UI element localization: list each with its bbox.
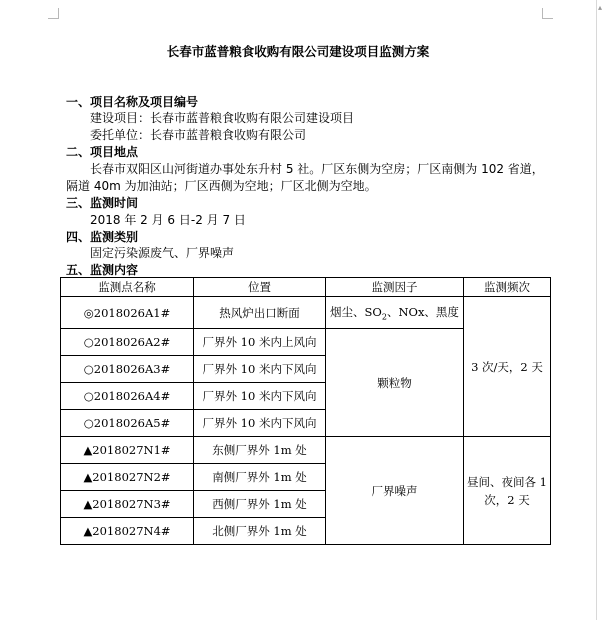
point-cell: ○2018026A5#: [61, 410, 194, 437]
monitoring-time-line: 2018 年 2 月 6 日-2 月 7 日: [90, 213, 246, 227]
document-title: 长春市蓝普粮食收购有限公司建设项目监测方案: [166, 44, 430, 59]
scroll-up-icon[interactable]: ▴: [598, 3, 603, 12]
factor-cell-flue-gas: [326, 297, 464, 329]
header-location: 位置: [194, 278, 326, 297]
section-2-heading: 二、项目地点: [66, 145, 139, 159]
factor-prefix: 烟尘、SO: [330, 304, 382, 319]
point-cell: ▲2018027N1#: [61, 437, 194, 464]
section-3-heading: 三、监测时间: [66, 196, 139, 210]
factor-suffix: 、NOx、黑度: [386, 304, 459, 319]
client-line: 委托单位：长春市蓝普粮食收购有限公司: [90, 128, 307, 142]
point-cell: ▲2018027N4#: [61, 518, 194, 545]
header-point-name: 监测点名称: [61, 278, 194, 297]
location-cell: 厂界外 10 米内下风向: [194, 383, 326, 410]
location-cell: 热风炉出口断面: [194, 297, 326, 329]
frequency-cell-noise: 昼间、夜间各 1 次，2 天: [464, 437, 551, 545]
table-row: [61, 297, 551, 329]
location-cell: 厂界外 10 米内上风向: [194, 329, 326, 356]
monitoring-category-line: 固定污染源废气、厂界噪声: [90, 246, 235, 260]
table-row: [61, 437, 551, 464]
monitoring-table: [60, 277, 551, 545]
header-factor: 监测因子: [326, 278, 464, 297]
location-cell: 北侧厂界外 1m 处: [194, 518, 326, 545]
location-cell: 南侧厂界外 1m 处: [194, 464, 326, 491]
project-name-line: 建设项目：长春市蓝普粮食收购有限公司建设项目: [90, 111, 355, 125]
point-cell: ▲2018027N2#: [61, 464, 194, 491]
location-cell: 西侧厂界外 1m 处: [194, 491, 326, 518]
window-right-edge: [596, 0, 597, 620]
page-corner-mark-left: [48, 8, 59, 19]
location-line-1: 长春市双阳区山河街道办事处东升村 5 社。厂区东侧为空房；厂区南侧为 102 省道，: [90, 162, 544, 176]
section-5-heading: 五、监测内容: [66, 263, 139, 277]
location-cell: 厂界外 10 米内下风向: [194, 410, 326, 437]
factor-cell-particles: 颗粒物: [326, 329, 464, 437]
header-frequency: 监测频次: [464, 278, 551, 297]
point-cell: ▲2018027N3#: [61, 491, 194, 518]
point-cell: ◎2018026A1#: [61, 297, 194, 329]
location-cell: 厂界外 10 米内下风向: [194, 356, 326, 383]
location-cell: 东侧厂界外 1m 处: [194, 437, 326, 464]
factor-subscript: 2: [381, 312, 387, 322]
point-cell: ○2018026A2#: [61, 329, 194, 356]
section-4-heading: 四、监测类别: [66, 230, 139, 244]
point-cell: ○2018026A4#: [61, 383, 194, 410]
point-cell: ○2018026A3#: [61, 356, 194, 383]
factor-cell-noise: 厂界噪声: [326, 437, 464, 545]
location-line-2: 隔道 40m 为加油站；厂区西侧为空地；厂区北侧为空地。: [66, 179, 377, 193]
section-1-heading: 一、项目名称及项目编号: [66, 95, 199, 109]
frequency-cell-air: 3 次/天，2 天: [464, 297, 551, 437]
page-corner-mark-right: [542, 8, 553, 19]
table-header-row: [61, 278, 551, 297]
